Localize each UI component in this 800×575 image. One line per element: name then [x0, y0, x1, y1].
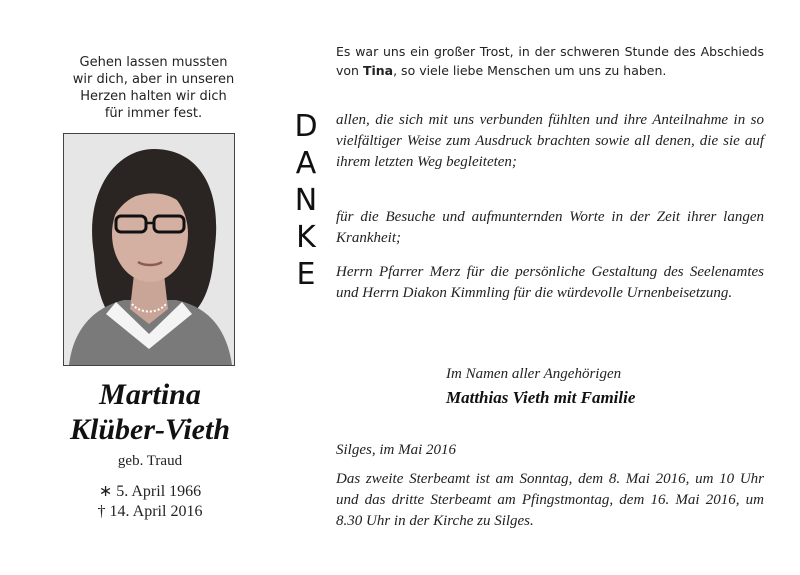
danke-letter: D	[294, 109, 318, 144]
birth-date: ∗ 5. April 1966	[98, 483, 202, 500]
intro-text	[336, 42, 764, 80]
deceased-first-name: Martina	[99, 378, 201, 411]
danke-letter: K	[296, 220, 316, 255]
quote-line: Gehen lassen mussten	[79, 55, 228, 70]
memorial-quote	[46, 54, 261, 122]
danke-letter: A	[295, 146, 317, 181]
intro-before: Es war uns ein großer Trost, in der schweren Stunde des Abschieds von	[336, 44, 764, 78]
death-date: † 14. April 2016	[97, 503, 203, 520]
danke-vertical-heading	[286, 108, 326, 293]
danke-letter: N	[294, 183, 318, 218]
thanks-paragraph: Herrn Pfarrer Merz für die persönliche Gestaltung des Seelenamtes und Herrn Diakon Kimmling für die würdevolle Urnenbeisetzung.	[336, 264, 764, 301]
birth-name: geb. Traud	[117, 453, 183, 469]
danke-letter: E	[296, 257, 316, 292]
place-date: Silges, im Mai 2016	[336, 442, 456, 458]
mass-notice: Das zweite Sterbeamt ist am Sonntag, dem 8. Mai 2016, um 10 Uhr und das dritte Sterbeamt am Pfingstmontag, dem 16. Mai 2016, um 8.30 Uhr in der Kirche zu Silges.	[336, 471, 764, 529]
signature-family: Matthias Vieth mit Familie	[446, 388, 636, 407]
quote-line: Herzen halten wir dich	[80, 89, 227, 104]
portrait-illustration	[64, 134, 234, 365]
thanks-paragraph: allen, die sich mit uns verbunden fühlten und ihre Anteilnahme in so vielfältiger Weise zum Ausdruck brachten sowie all denen, die sie auf ihrem letzten Weg begleiteten;	[336, 112, 764, 170]
intro-after: , so viele liebe Menschen um uns zu haben.	[393, 63, 667, 78]
life-dates	[20, 482, 280, 522]
quote-line: wir dich, aber in unseren	[72, 72, 235, 87]
intro-name: Tina	[362, 63, 394, 78]
portrait-photo	[63, 133, 235, 366]
thanks-paragraph: für die Besuche und aufmunternden Worte in der Zeit ihrer langen Krankheit;	[336, 209, 764, 246]
left-column	[0, 0, 300, 575]
quote-line: für immer fest.	[104, 106, 203, 121]
deceased-last-name: Klüber-Vieth	[69, 413, 231, 446]
signature-intro: Im Namen aller Angehörigen	[446, 366, 622, 382]
